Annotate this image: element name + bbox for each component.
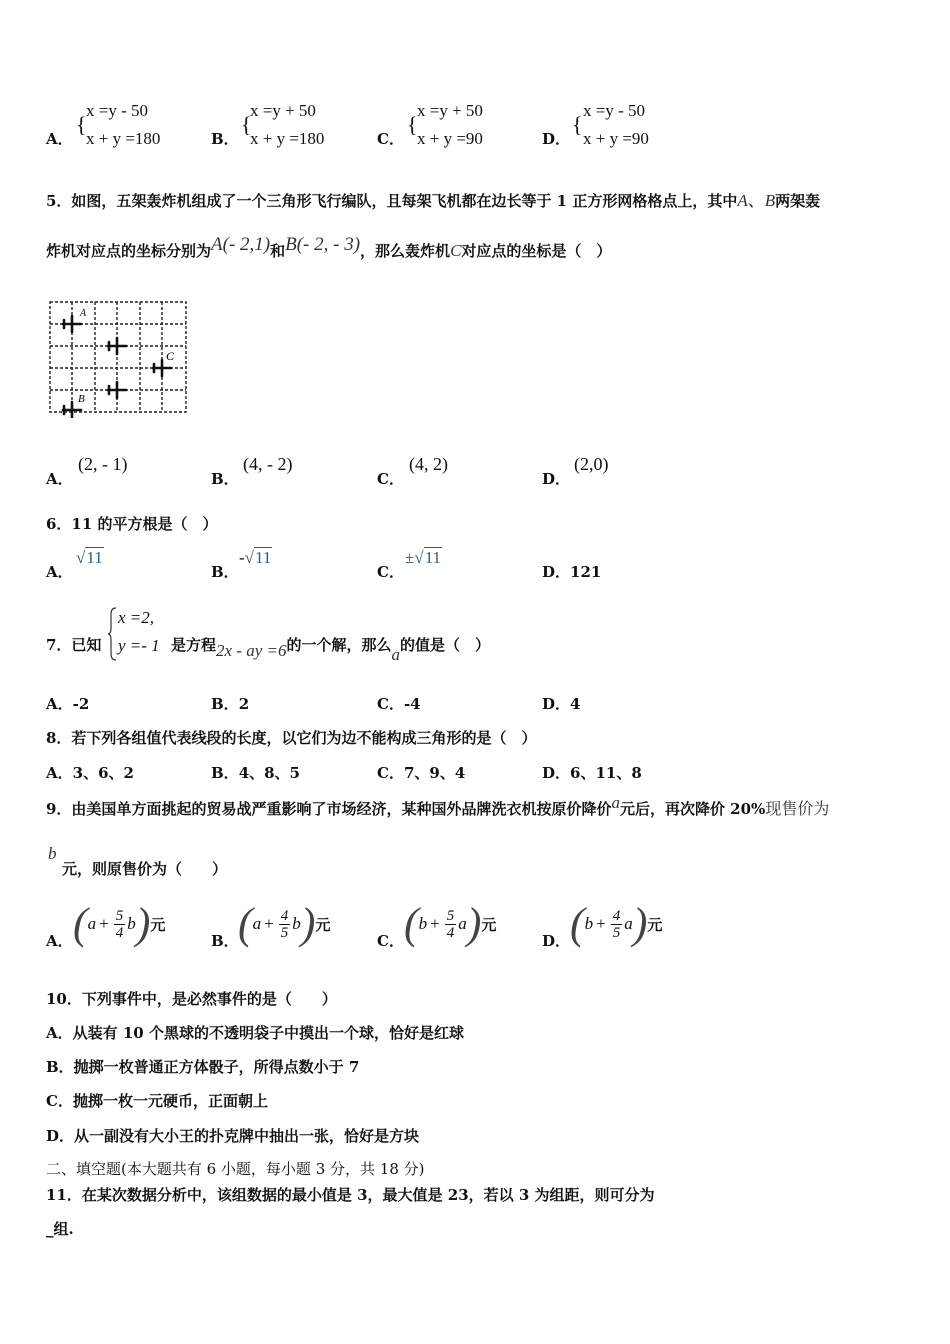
- q9-option-a-num: 5: [115, 907, 124, 924]
- plane-icon: [108, 338, 126, 354]
- q6-option-c-label: C．: [377, 563, 404, 581]
- q8-option-b-label: B．: [211, 764, 239, 782]
- q5-option-b-label: B．: [211, 470, 239, 488]
- q8-option-d-label: D．: [542, 764, 571, 782]
- q6-option-c-prefix: ±: [405, 548, 415, 567]
- q9-option-d-label: D．: [542, 932, 571, 950]
- q5-line2-mid: ，那么轰炸机: [360, 242, 451, 260]
- q9-option-c-unit: 元: [481, 917, 497, 934]
- q5-fig-label-b: B: [78, 393, 85, 405]
- q7-option-b-value: 2: [238, 695, 250, 713]
- q11-stem-line2: _组.: [46, 1220, 74, 1238]
- q9-option-c-num: 5: [446, 907, 455, 924]
- q9-option-a-unit: 元: [150, 917, 166, 934]
- q9-line1-end: 现售价为: [765, 799, 830, 818]
- q7-prefix: 7．已知: [46, 636, 102, 654]
- q9-option-c-v2: a: [458, 914, 467, 933]
- q5-stem-line2: [46, 234, 612, 262]
- q4-option-d-eq1: x =y - 50: [583, 101, 645, 120]
- q10-option-c: C．抛掷一枚一元硬币，正面朝上: [46, 1092, 268, 1110]
- q7-option-a: [46, 693, 89, 714]
- q9-option-a-v1: a: [87, 914, 97, 933]
- q4-option-d-brace: {: [572, 112, 583, 137]
- q7-mid: [171, 634, 491, 664]
- q7-option-c: [377, 693, 421, 714]
- q4-option-b-label: B．: [211, 130, 239, 148]
- q9-option-a-v2: b: [127, 914, 136, 933]
- q6-option-d-value: 121: [570, 563, 602, 581]
- q5-line1-end: 两架轰: [775, 192, 821, 210]
- q9-option-d-den: 5: [612, 924, 621, 941]
- q5-line2-text: 炸机对应点的坐标分别为: [46, 242, 212, 260]
- q9-option-a-den: 4: [115, 924, 124, 941]
- q8-option-b-value: 4、8、5: [238, 764, 300, 782]
- q8-option-a: [46, 762, 134, 783]
- q6-option-d-label: D．: [542, 563, 571, 581]
- q5-line1-text: 5．如图，五架轰炸机组成了一个三角形飞行编队，且每架飞机都在边长等于 1 正方形网格格点上，其中: [46, 192, 738, 210]
- q9-option-c-expr: ( b + $\frac{5}{4}$ a ) 元: [404, 899, 497, 948]
- q4-option-c-eq2: x + y =90: [417, 129, 483, 148]
- q6-option-b-radicand: 11: [255, 548, 272, 567]
- q7-mid2-text: 的一个解，那么: [286, 636, 392, 654]
- q9-option-d-v1: b: [584, 914, 594, 933]
- q9-option-c-den: 4: [446, 924, 455, 941]
- q4-option-d-eq2: x + y =90: [583, 129, 649, 148]
- q5-var-c: C: [450, 241, 462, 260]
- q9-option-d-unit: 元: [647, 917, 663, 934]
- q4-option-a-label: A．: [46, 130, 73, 148]
- q9-stem-line1: [46, 793, 830, 819]
- q4-option-d-system: [583, 97, 649, 153]
- q4-option-a-system: [86, 97, 160, 153]
- q9-option-a-fraction: [114, 908, 126, 941]
- q5-and: 和: [270, 242, 286, 260]
- q4-option-a-brace: {: [76, 112, 87, 137]
- q5-var-a: A: [737, 191, 748, 210]
- q5-grid-figure: [44, 296, 192, 418]
- q9-option-a-expr: ( a + $\frac{5}{4}$ b ) 元: [73, 899, 166, 948]
- q5-option-c-value: (4, 2): [409, 454, 448, 474]
- q8-stem: 8．若下列各组值代表线段的长度，以它们为边不能构成三角形的是（ ）: [46, 729, 537, 747]
- q6-stem: 6．11 的平方根是（ ）: [46, 515, 218, 533]
- q9-option-d-v2: a: [624, 914, 633, 933]
- q5-sep: 、: [747, 191, 765, 210]
- q10-option-d: D．从一副没有大小王的扑克牌中抽出一张，恰好是方块: [46, 1127, 420, 1145]
- q6-option-a-value: √11: [76, 548, 103, 567]
- q7-eq1: x =2,: [118, 608, 155, 627]
- q6-option-b-prefix: -: [239, 548, 245, 567]
- q9-option-c-label: C．: [377, 932, 404, 950]
- q5-option-a-value: (2, - 1): [78, 454, 128, 474]
- q7-option-d: [542, 693, 580, 714]
- q7-system: [118, 604, 160, 660]
- q7-eq2: y =- 1: [118, 636, 160, 655]
- q7-option-b-label: B．: [211, 695, 239, 713]
- q4-option-c-system: [417, 97, 483, 153]
- q8-option-b: [211, 762, 300, 783]
- q9-option-b-den: 5: [280, 924, 289, 941]
- q7-option-d-label: D．: [542, 695, 571, 713]
- q6-option-c-value: ±√11: [405, 548, 442, 567]
- q4-option-b-brace: {: [241, 112, 252, 137]
- q8-option-a-value: 3、6、2: [72, 764, 134, 782]
- q4-option-b-eq1: x =y + 50: [250, 101, 316, 120]
- plane-icon: [63, 316, 81, 332]
- q9-option-a-label: A．: [46, 932, 73, 950]
- q6-option-a-radicand: 11: [86, 548, 103, 567]
- q6-option-c-radicand: 11: [424, 548, 442, 567]
- q4-option-a-eq1: x =y - 50: [86, 101, 148, 120]
- q5-coord-a: A(- 2,1): [211, 234, 271, 255]
- q5-line2-end: 对应点的坐标是（ ）: [461, 242, 612, 260]
- q8-option-c-value: 7、9、4: [403, 764, 466, 782]
- q9-stem-line2: 元，则原售价为（ ）: [62, 860, 228, 878]
- q9-option-b-label: B．: [211, 932, 239, 950]
- q9-option-b-fraction: [279, 908, 291, 941]
- q9-option-d-fraction: [611, 908, 623, 941]
- q9-option-d-expr: ( b + $\frac{4}{5}$ a ) 元: [570, 899, 663, 948]
- q6-option-d: [542, 561, 601, 582]
- q7-mid-text: 是方程: [171, 636, 217, 654]
- q7-option-a-label: A．: [46, 695, 73, 713]
- q9-option-b-num: 4: [280, 907, 289, 924]
- q6-option-b-value: -√11: [239, 548, 272, 567]
- q7-option-c-value: -4: [403, 695, 421, 713]
- q7-var-a: a: [391, 645, 401, 664]
- q8-option-a-label: A．: [46, 764, 73, 782]
- q6-option-b-label: B．: [211, 563, 239, 581]
- q6-option-a-label: A．: [46, 563, 73, 581]
- q9-var-b: b: [48, 844, 57, 863]
- q5-fig-label-a: A: [80, 308, 87, 319]
- q5-option-c-label: C．: [377, 470, 404, 488]
- q5-option-d-label: D．: [542, 470, 571, 488]
- q7-option-a-value: -2: [72, 695, 90, 713]
- q8-option-d-value: 6、11、8: [570, 764, 642, 782]
- q5-option-a-label: A．: [46, 470, 73, 488]
- q5-coord-b: B(- 2, - 3): [285, 234, 361, 255]
- q5-var-b: B: [764, 191, 776, 210]
- q9-option-c-fraction: [445, 908, 457, 941]
- q5-fig-label-c: C: [166, 349, 175, 363]
- q9-option-b-v2: b: [292, 914, 301, 933]
- q11-stem-line1: 11．在某次数据分析中，该组数据的最小值是 3，最大值是 23，若以 3 为组距，则可分为: [46, 1186, 655, 1204]
- q9-var-a: a: [611, 793, 620, 812]
- q4-option-c-brace: {: [407, 112, 418, 137]
- q4-option-d-label: D．: [542, 130, 571, 148]
- q4-option-b-system: [250, 97, 324, 153]
- q7-suffix: 的值是（ ）: [400, 636, 491, 654]
- section-2-heading: 二、填空题(本大题共有 6 小题，每小题 3 分，共 18 分): [46, 1160, 425, 1178]
- q9-option-c-v1: b: [418, 914, 428, 933]
- q4-option-a-eq2: x + y =180: [86, 129, 161, 148]
- q8-option-d: [542, 762, 642, 783]
- q9-option-b-unit: 元: [315, 917, 331, 934]
- q8-option-c-label: C．: [377, 764, 404, 782]
- q9-option-b-v1: a: [252, 914, 262, 933]
- q7-equation: 2x - ay =6: [216, 641, 287, 660]
- q9-line1-text: 9．由美国单方面挑起的贸易战严重影响了市场经济，某种国外品牌洗衣机按原价降价: [46, 800, 612, 818]
- q8-option-c: [377, 762, 465, 783]
- q10-option-a: A．从装有 10 个黑球的不透明袋子中摸出一个球，恰好是红球: [46, 1024, 464, 1042]
- q7-option-c-label: C．: [377, 695, 404, 713]
- q4-option-c-eq1: x =y + 50: [417, 101, 483, 120]
- q9-option-b-expr: ( a + $\frac{4}{5}$ b ) 元: [238, 899, 331, 948]
- q4-option-b-eq2: x + y =180: [250, 129, 325, 148]
- q10-option-b: B．抛掷一枚普通正方体骰子，所得点数小于 7: [46, 1058, 360, 1076]
- q7-option-d-value: 4: [570, 695, 581, 713]
- q7-brace: [108, 606, 118, 662]
- q5-option-d-value: (2,0): [574, 454, 609, 474]
- q5-stem-line1: [46, 186, 820, 211]
- q9-option-d-num: 4: [612, 907, 621, 924]
- q7-option-b: [211, 693, 249, 714]
- plane-icon: [108, 382, 126, 398]
- q10-stem: 10．下列事件中，是必然事件的是（ ）: [46, 990, 337, 1008]
- q9-line1-mid: 元后，再次降价 20%: [619, 800, 766, 818]
- q4-option-c-label: C．: [377, 130, 404, 148]
- q5-option-b-value: (4, - 2): [243, 454, 293, 474]
